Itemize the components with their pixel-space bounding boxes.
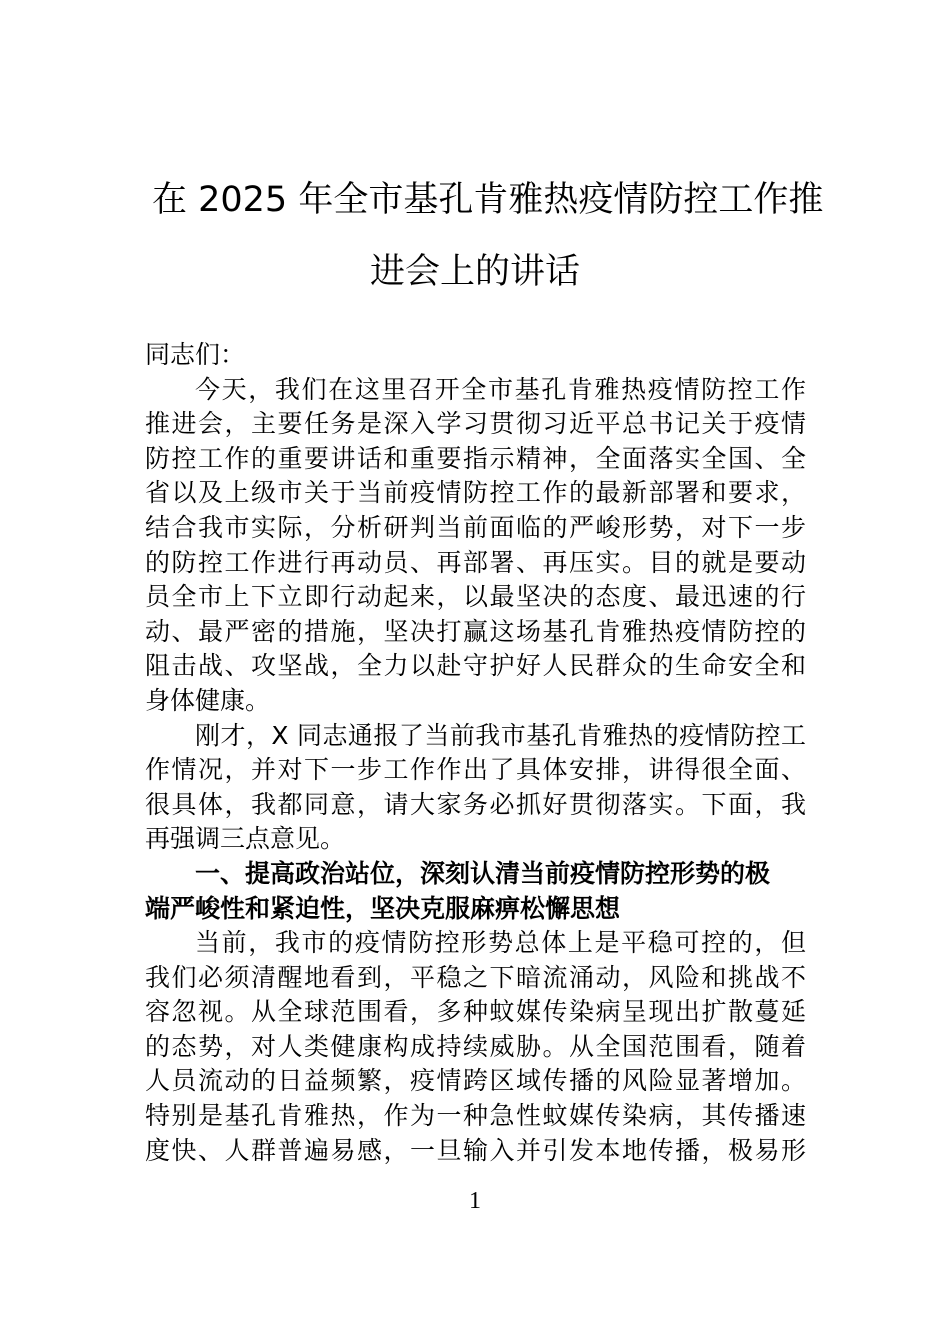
- text-line: 作情况，并对下一步工作作出了具体安排，讲得很全面、: [145, 755, 806, 785]
- document-title-line-2: 进会上的讲话: [369, 252, 580, 292]
- text-line: 再强调三点意见。: [145, 824, 346, 854]
- text-line: 阻击战、攻坚战，全力以赴守护好人民群众的生命安全和: [145, 651, 806, 681]
- text-line: 很具体，我都同意，请大家务必抓好贯彻落实。下面，我: [145, 789, 806, 819]
- text-line: 刚才，X 同志通报了当前我市基孔肯雅热的疫情防控工: [195, 720, 806, 750]
- text-line: 同志们：: [145, 340, 246, 369]
- document-title-line-1: 在 2025 年全市基孔肯雅热疫情防控工作推: [152, 180, 824, 220]
- text-line: 我们必须清醒地看到，平稳之下暗流涌动，风险和挑战不: [145, 962, 806, 992]
- text-line: 的态势，对人类健康构成持续威胁。从全国范围看，随着: [145, 1031, 806, 1061]
- page-number: 1: [469, 1188, 481, 1214]
- paragraph: [145, 719, 806, 857]
- text-line: 的防控工作进行再动员、再部署、再压实。目的就是要动: [145, 547, 806, 577]
- document-body: [145, 338, 806, 1168]
- text-line: 特别是基孔肯雅热，作为一种急性蚊媒传染病，其传播速: [145, 1101, 806, 1131]
- text-line: 结合我市实际，分析研判当前面临的严峻形势，对下一步: [145, 512, 806, 542]
- text-line: 度快、人群普遍易感，一旦输入并引发本地传播，极易形: [145, 1135, 806, 1165]
- text-line: 今天，我们在这里召开全市基孔肯雅热疫情防控工作: [195, 374, 806, 404]
- paragraph: [145, 926, 806, 1168]
- text-line: 容忽视。从全球范围看，多种蚊媒传染病呈现出扩散蔓延: [145, 997, 806, 1027]
- text-line: 防控工作的重要讲话和重要指示精神，全面落实全国、全: [145, 443, 806, 473]
- text-line: 推进会，主要任务是深入学习贯彻习近平总书记关于疫情: [145, 409, 806, 439]
- text-line: 省以及上级市关于当前疫情防控工作的最新部署和要求，: [145, 478, 806, 508]
- paragraph: [145, 373, 806, 719]
- text-line: 动、最严密的措施，坚决打赢这场基孔肯雅热疫情防控的: [145, 616, 806, 646]
- text-line: 人员流动的日益频繁，疫情跨区域传播的风险显著增加。: [145, 1066, 806, 1096]
- text-line: 员全市上下立即行动起来，以最坚决的态度、最迅速的行: [145, 582, 806, 612]
- section-heading: [145, 857, 806, 926]
- text-line: 一、提高政治站位，深刻认清当前疫情防控形势的极: [195, 858, 771, 888]
- text-line: 身体健康。: [145, 685, 271, 715]
- text-line: 当前，我市的疫情防控形势总体上是平稳可控的，但: [195, 928, 806, 958]
- text-line: 端严峻性和紧迫性，坚决克服麻痹松懈思想: [145, 893, 621, 923]
- salutation: [145, 338, 806, 373]
